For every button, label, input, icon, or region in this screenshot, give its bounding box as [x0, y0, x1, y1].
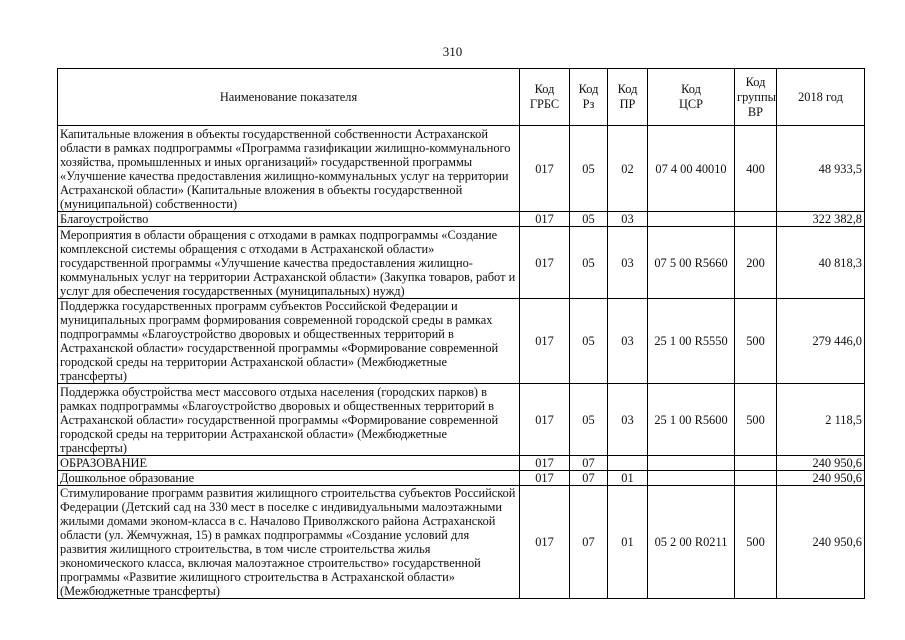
table-row: [58, 456, 865, 471]
row-name: Дошкольное образование: [58, 471, 520, 486]
row-grbs: 017: [520, 486, 570, 599]
row-name: Капитальные вложения в объекты государственной собственности Астраханской области в рамках подпрограммы «Программа газификации жилищно-коммунального хозяйства, промышленных и иных организаций» государственной программы «Улучшение качества предоставления жилищно-коммунальных услуг на территории Астраханской области» (Капитальные вложения в объекты государственной (муниципальной) собственности): [58, 126, 520, 212]
row-pr: 01: [608, 471, 648, 486]
header-row: [58, 69, 865, 126]
row-csr: 25 1 00 R5550: [648, 299, 735, 384]
row-pr: 03: [608, 227, 648, 299]
row-grbs: 017: [520, 384, 570, 456]
page-number: 310: [442, 44, 463, 59]
header-grbs: Код ГРБС: [520, 69, 570, 126]
row-amount: 240 950,6: [777, 456, 865, 471]
table-row: [58, 212, 865, 227]
row-vr: 500: [735, 299, 777, 384]
row-vr: 500: [735, 486, 777, 599]
row-pr: 01: [608, 486, 648, 599]
row-csr: 25 1 00 R5600: [648, 384, 735, 456]
row-name: Стимулирование программ развития жилищного строительства субъектов Российской Федерации (Детский сад на 330 мест в поселке с индивидуальными малоэтажными жилыми домами эконом-класса в с. Началово Приволжского района Астраханской области (ул. Жемчужная, 15) в рамках подпрограммы «Создание условий для развития жилищного строительства, в том числе строительства жилья экономического класса, включая малоэтажное строительство» государственной программы «Развитие жилищного строительства в Астраханской области» (Межбюджетные трансферты): [58, 486, 520, 599]
row-rz: 05: [570, 227, 608, 299]
row-pr: 03: [608, 299, 648, 384]
table-row: [58, 299, 865, 384]
row-grbs: 017: [520, 227, 570, 299]
header-year: 2018 год: [777, 69, 865, 126]
table-row: [58, 471, 865, 486]
table-row: [58, 126, 865, 212]
row-vr: 500: [735, 384, 777, 456]
row-amount: 48 933,5: [777, 126, 865, 212]
row-rz: 05: [570, 126, 608, 212]
row-name: ОБРАЗОВАНИЕ: [58, 456, 520, 471]
row-amount: 240 950,6: [777, 471, 865, 486]
row-vr: [735, 456, 777, 471]
header-rz: Код Рз: [570, 69, 608, 126]
row-grbs: 017: [520, 126, 570, 212]
budget-table: [57, 68, 865, 599]
row-rz: 07: [570, 486, 608, 599]
row-amount: 279 446,0: [777, 299, 865, 384]
row-grbs: 017: [520, 456, 570, 471]
row-vr: [735, 212, 777, 227]
row-rz: 05: [570, 384, 608, 456]
row-amount: 40 818,3: [777, 227, 865, 299]
row-rz: 07: [570, 471, 608, 486]
header-vr: Код группы ВР: [735, 69, 777, 126]
row-csr: [648, 212, 735, 227]
row-vr: [735, 471, 777, 486]
table-row: [58, 227, 865, 299]
row-csr: 05 2 00 R0211: [648, 486, 735, 599]
table-row: [58, 486, 865, 599]
row-pr: 03: [608, 384, 648, 456]
row-amount: 240 950,6: [777, 486, 865, 599]
row-amount: 2 118,5: [777, 384, 865, 456]
row-csr: 07 5 00 R5660: [648, 227, 735, 299]
row-pr: [608, 456, 648, 471]
row-grbs: 017: [520, 212, 570, 227]
row-grbs: 017: [520, 299, 570, 384]
row-csr: [648, 456, 735, 471]
row-amount: 322 382,8: [777, 212, 865, 227]
row-name: Поддержка государственных программ субъектов Российской Федерации и муниципальных программ формирования современной городской среды в рамках подпрограммы «Благоустройство дворовых и общественных территорий в Астраханской области» государственной программы «Формирование современной городской среды на территории Астраханской области» (Межбюджетные трансферты): [58, 299, 520, 384]
row-rz: 05: [570, 299, 608, 384]
header-name: Наименование показателя: [58, 69, 520, 126]
row-name: Мероприятия в области обращения с отходами в рамках подпрограммы «Создание комплексной системы обращения с отходами в Астраханской области» государственной программы «Улучшение качества предоставления жилищно-коммунальных услуг на территории Астраханской области» (Закупка товаров, работ и услуг для обеспечения государственных (муниципальных) нужд): [58, 227, 520, 299]
row-vr: 400: [735, 126, 777, 212]
header-csr: Код ЦСР: [648, 69, 735, 126]
row-pr: 03: [608, 212, 648, 227]
header-pr: Код ПР: [608, 69, 648, 126]
table-row: [58, 384, 865, 456]
row-vr: 200: [735, 227, 777, 299]
row-name: Благоустройство: [58, 212, 520, 227]
row-rz: 07: [570, 456, 608, 471]
row-csr: 07 4 00 40010: [648, 126, 735, 212]
row-name: Поддержка обустройства мест массового отдыха населения (городских парков) в рамках подпрограммы «Благоустройство дворовых и общественных территорий в Астраханской области» государственной программы «Формирование современной городской среды на территории Астраханской области» (Межбюджетные трансферты): [58, 384, 520, 456]
row-pr: 02: [608, 126, 648, 212]
row-rz: 05: [570, 212, 608, 227]
row-grbs: 017: [520, 471, 570, 486]
row-csr: [648, 471, 735, 486]
